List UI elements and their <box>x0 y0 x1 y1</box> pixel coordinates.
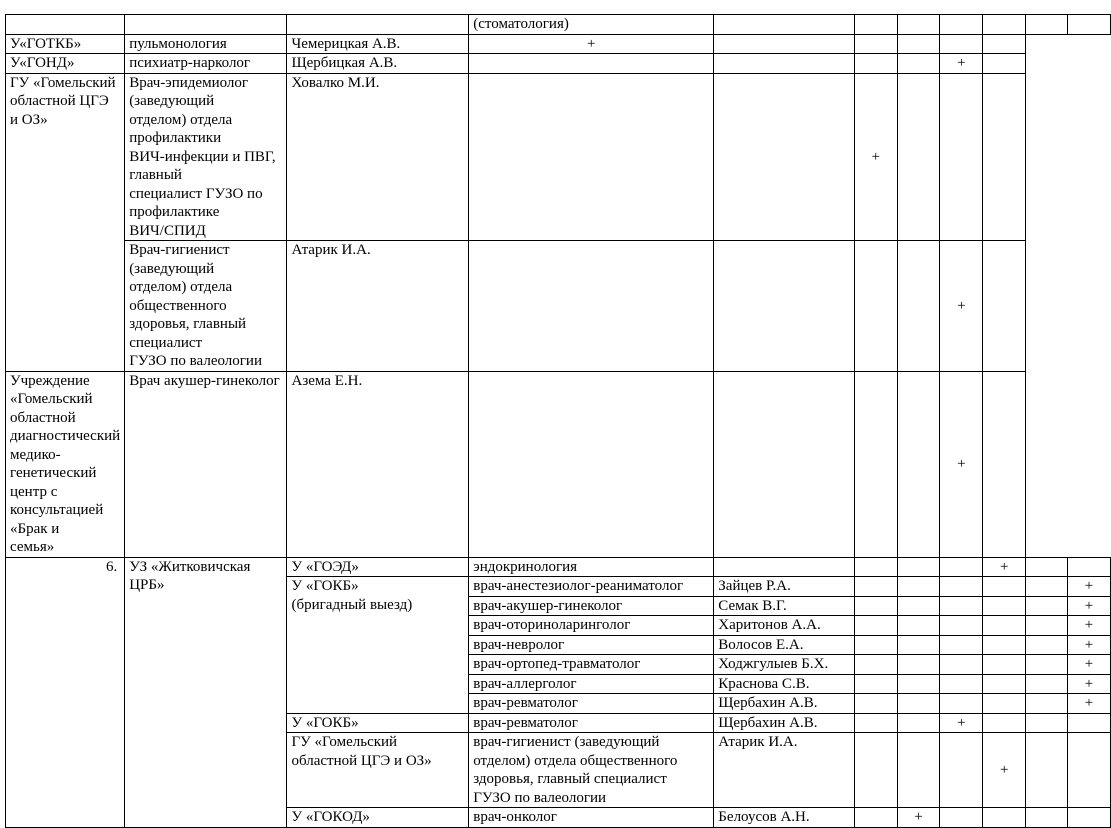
mark-cell <box>983 635 1026 655</box>
cell-inst: У «ГОЭД» <box>287 557 469 577</box>
mark-plus: + <box>1084 675 1094 692</box>
mark-cell <box>983 73 1026 241</box>
mark-cell <box>897 577 940 597</box>
mark-cell <box>940 635 983 655</box>
mark-cell <box>1026 616 1068 636</box>
mark-cell <box>1068 733 1111 808</box>
mark-cell <box>1026 15 1068 35</box>
mark-cell <box>940 15 983 35</box>
mark-cell <box>983 713 1026 733</box>
mark-cell <box>940 54 983 74</box>
mark-cell <box>897 371 940 557</box>
mark-cell <box>940 73 983 241</box>
table-row <box>6 34 1111 54</box>
table-row <box>6 371 1111 557</box>
mark-cell <box>1068 713 1111 733</box>
cell-person: Волосов Е.А. <box>714 635 855 655</box>
mark-cell <box>714 73 855 241</box>
cell-person: Азема Е.Н. <box>287 371 469 557</box>
mark-plus: + <box>1000 558 1009 575</box>
cell-person: Краснова С.В. <box>714 674 855 694</box>
cell-person: Чемерицкая А.В. <box>287 34 469 54</box>
mark-cell <box>940 808 983 828</box>
mark-cell <box>1026 557 1068 577</box>
mark-cell <box>854 674 897 694</box>
mark-cell <box>940 34 983 54</box>
mark-cell <box>469 371 714 557</box>
mark-cell <box>854 371 897 557</box>
mark-cell <box>469 34 714 54</box>
cell-spec: психиатр-нарколог <box>125 54 287 74</box>
mark-plus: + <box>957 297 966 314</box>
cell-spec: (стоматология) <box>469 15 714 35</box>
mark-cell <box>940 733 983 808</box>
cell-person: Харитонов А.А. <box>714 616 855 636</box>
table-row <box>6 73 1111 241</box>
cell-inst: У «ГОКБ» <box>287 713 469 733</box>
mark-plus: + <box>1084 656 1094 672</box>
mark-cell <box>983 694 1026 714</box>
mark-cell <box>1068 596 1111 616</box>
cell-person: Щербицкая А.В. <box>287 54 469 74</box>
mark-cell <box>983 808 1026 828</box>
mark-cell <box>1068 694 1111 714</box>
cell-spec: врач-онколог <box>469 808 714 828</box>
mark-plus: + <box>957 455 966 472</box>
mark-cell <box>1068 557 1111 577</box>
mark-plus: + <box>871 148 880 165</box>
mark-cell <box>983 674 1026 694</box>
mark-cell <box>897 241 940 372</box>
mark-plus: + <box>587 35 596 52</box>
mark-cell <box>1068 674 1111 694</box>
mark-cell <box>714 54 855 74</box>
mark-plus: + <box>957 55 966 71</box>
table-row <box>6 54 1111 74</box>
mark-plus: + <box>957 714 966 731</box>
mark-cell <box>1068 577 1111 597</box>
schedule-table-body <box>6 15 1111 828</box>
cell-district: УЗ «Житковичская ЦРБ» <box>125 557 287 827</box>
mark-cell <box>983 54 1026 74</box>
cell-person: Атарик И.А. <box>287 241 469 372</box>
cell-spec: врач-ортопед-травматолог <box>469 655 714 675</box>
cell-person: Щербахин А.В. <box>714 713 855 733</box>
mark-cell <box>1068 616 1111 636</box>
mark-cell <box>854 34 897 54</box>
mark-cell <box>940 577 983 597</box>
mark-cell <box>940 371 983 557</box>
mark-cell <box>940 674 983 694</box>
mark-cell <box>714 241 855 372</box>
cell-spec: врач-оториноларинголог <box>469 616 714 636</box>
mark-plus: + <box>1084 617 1094 633</box>
mark-cell <box>714 371 855 557</box>
cell-spec: эндокринология <box>469 557 714 577</box>
mark-cell <box>469 241 714 372</box>
cell-person: Атарик И.А. <box>714 733 855 808</box>
cell-spec: Врач-эпидемиолог (заведующий отделом) отдела профилактики ВИЧ-инфекции и ПВГ, главный специалист ГУЗО по профилактике ВИЧ/СПИД <box>125 73 287 241</box>
table-row <box>6 15 1111 35</box>
mark-cell <box>854 635 897 655</box>
mark-cell <box>854 577 897 597</box>
mark-cell <box>897 616 940 636</box>
cell-inst: Учреждение «Гомельский областной диагностический медико- генетический центр с консультацией «Брак и семья» <box>6 371 125 557</box>
mark-cell <box>854 557 897 577</box>
mark-cell <box>1068 808 1111 828</box>
cell-person: Ховалко М.И. <box>287 73 469 241</box>
mark-plus: + <box>1084 597 1094 614</box>
cell-inst: У«ГОНД» <box>6 54 125 74</box>
mark-plus: + <box>914 809 923 825</box>
cell-spec: врач-ревматолог <box>469 694 714 714</box>
mark-cell <box>983 733 1026 808</box>
mark-cell <box>1026 713 1068 733</box>
mark-cell <box>983 241 1026 372</box>
cell-spec: врач-невролог <box>469 635 714 655</box>
cell-person: Ходжгулыев Б.Х. <box>714 655 855 675</box>
mark-cell <box>469 54 714 74</box>
mark-cell <box>854 808 897 828</box>
mark-cell <box>854 15 897 35</box>
mark-cell <box>1068 655 1111 675</box>
cell-inst: У«ГОТКБ» <box>6 34 125 54</box>
mark-cell <box>1026 635 1068 655</box>
cell-spec: врач-анестезиолог-реаниматолог <box>469 577 714 597</box>
mark-cell <box>714 34 855 54</box>
cell-spec: пульмонология <box>125 34 287 54</box>
mark-cell <box>983 34 1026 54</box>
mark-cell <box>469 73 714 241</box>
cell-person: Семак В.Г. <box>714 596 855 616</box>
mark-cell <box>983 371 1026 557</box>
cell-spec: Врач-гигиенист (заведующий отделом) отдела общественного здоровья, главный специалист ГУЗО по валеологии <box>125 241 287 372</box>
mark-cell <box>940 655 983 675</box>
mark-cell <box>983 655 1026 675</box>
cell-person <box>714 557 855 577</box>
mark-plus: + <box>1000 761 1009 778</box>
mark-cell <box>940 557 983 577</box>
mark-cell <box>940 596 983 616</box>
mark-cell <box>854 73 897 241</box>
mark-cell <box>897 73 940 241</box>
mark-plus: + <box>1084 578 1094 594</box>
mark-cell <box>897 635 940 655</box>
mark-cell <box>983 577 1026 597</box>
mark-cell <box>1068 635 1111 655</box>
table-row <box>6 557 1111 577</box>
mark-cell <box>854 733 897 808</box>
mark-cell <box>897 733 940 808</box>
mark-cell <box>854 241 897 372</box>
cell-num <box>6 15 125 35</box>
mark-cell <box>1026 674 1068 694</box>
mark-plus: + <box>1084 636 1094 653</box>
mark-cell <box>983 557 1026 577</box>
mark-cell <box>897 557 940 577</box>
mark-cell <box>940 713 983 733</box>
mark-cell <box>940 694 983 714</box>
mark-cell <box>854 713 897 733</box>
mark-cell <box>897 674 940 694</box>
table-row <box>6 241 1111 372</box>
mark-cell <box>897 34 940 54</box>
mark-plus: + <box>1084 695 1094 711</box>
mark-cell <box>854 596 897 616</box>
cell-person: Белоусов А.Н. <box>714 808 855 828</box>
mark-cell <box>897 54 940 74</box>
cell-inst: У «ГОКОД» <box>287 808 469 828</box>
cell-spec: врач-ревматолог <box>469 713 714 733</box>
cell-person <box>714 15 855 35</box>
cell-spec: врач-гигиенист (заведующий отделом) отдела общественного здоровья, главный специалист ГУЗО по валеологии <box>469 733 714 808</box>
cell-spec: врач-акушер-гинеколог <box>469 596 714 616</box>
mark-cell <box>1026 596 1068 616</box>
mark-cell <box>854 54 897 74</box>
cell-num: 6. <box>6 557 125 827</box>
mark-cell <box>897 15 940 35</box>
mark-cell <box>983 616 1026 636</box>
mark-cell <box>940 241 983 372</box>
cell-district <box>125 15 287 35</box>
cell-inst: ГУ «Гомельский областной ЦГЭ и ОЗ» <box>287 733 469 808</box>
mark-cell <box>1026 577 1068 597</box>
cell-inst: У «ГОКБ» (бригадный выезд) <box>287 577 469 714</box>
mark-cell <box>940 616 983 636</box>
mark-cell <box>897 596 940 616</box>
cell-person: Щербахин А.В. <box>714 694 855 714</box>
mark-cell <box>1026 808 1068 828</box>
mark-cell <box>897 655 940 675</box>
cell-person: Зайцев Р.А. <box>714 577 855 597</box>
mark-cell <box>854 694 897 714</box>
schedule-table <box>5 14 1111 828</box>
mark-cell <box>854 616 897 636</box>
mark-cell <box>1026 655 1068 675</box>
mark-cell <box>1026 694 1068 714</box>
mark-cell <box>897 694 940 714</box>
mark-cell <box>854 655 897 675</box>
mark-cell <box>983 596 1026 616</box>
mark-cell <box>983 15 1026 35</box>
mark-cell <box>1026 733 1068 808</box>
mark-cell <box>897 808 940 828</box>
cell-inst: ГУ «Гомельский областной ЦГЭ и ОЗ» <box>6 73 125 371</box>
cell-inst <box>287 15 469 35</box>
cell-spec: врач-аллерголог <box>469 674 714 694</box>
cell-spec: Врач акушер-гинеколог <box>125 371 287 557</box>
mark-cell <box>1068 15 1111 35</box>
mark-cell <box>897 713 940 733</box>
